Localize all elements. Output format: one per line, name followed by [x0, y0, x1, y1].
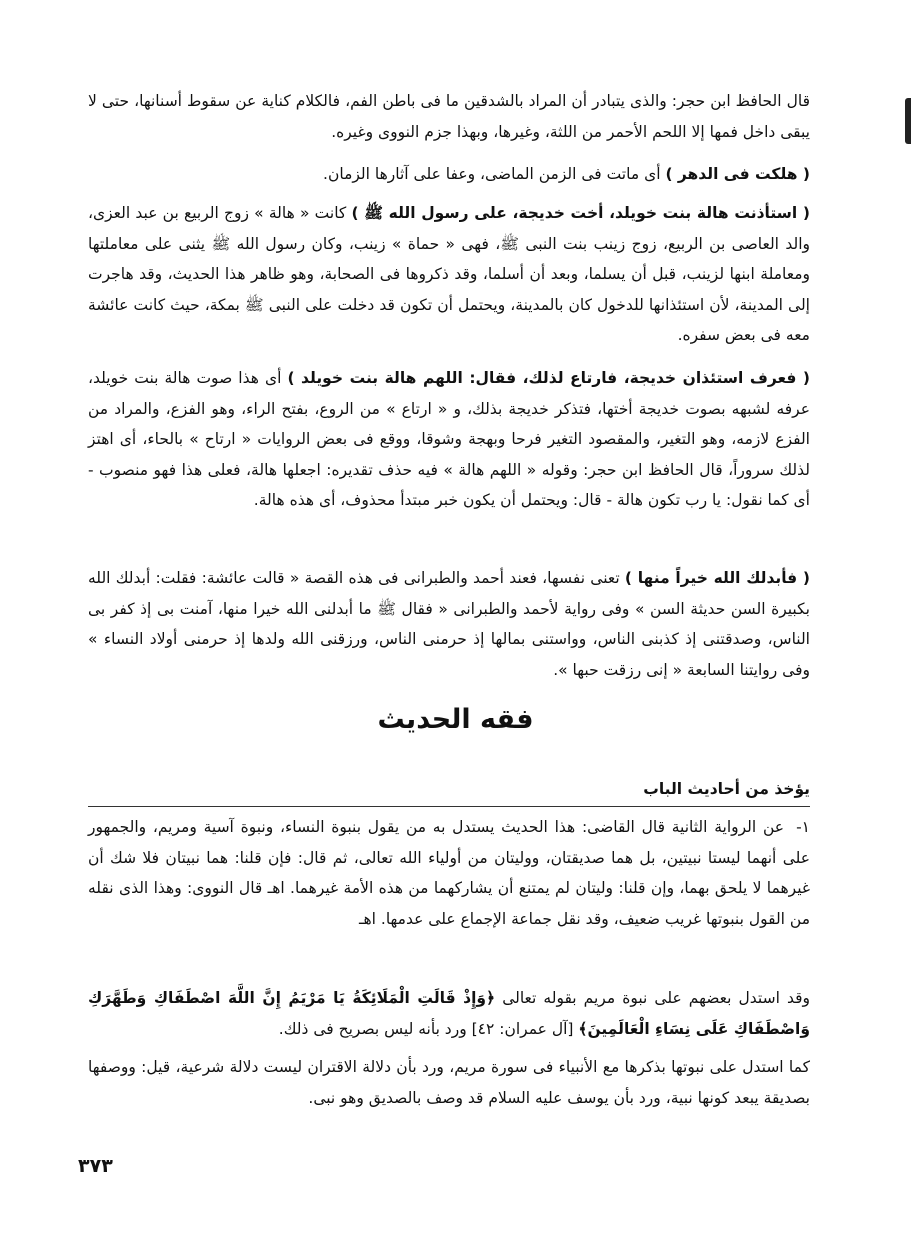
divider: [88, 806, 810, 807]
paragraph-last: [88, 1052, 810, 1113]
item-number: ١-: [796, 818, 810, 836]
paragraph-halakat: [88, 159, 810, 190]
hadith-phrase: ( استأذنت هالة بنت خويلد، أخت خديجة، على رسول الله ﷺ ): [351, 204, 810, 222]
explanation-text: أى هذا صوت هالة بنت خويلد، عرفه لشبهه بصوت خديجة أختها، فتذكر خديجة بذلك، و « ارتاع » من الروع، بفتح الراء، وهو الفزع، والمراد من الفزع لازمه، وهو التغير، والمقصود التغير فرحا وبهجة وشوقا، ووقع فى بعض الروايات « ارتاح » بالحاء، أى اهتز لذلك سروراً، قال الحافظ ابن حجر: وقوله « اللهم هالة » فيه حذف تقديره: اجعلها هالة، فعلى هذا فهو منصوب - أى كما نقول: يا رب تكون هالة - قال: ويحتمل أن يكون خبر مبتدأ محذوف، أى هذه هالة.: [88, 369, 810, 509]
quran-reference: [آل عمران: ٤٢] ورد بأنه ليس بصريح فى ذلك.: [278, 1019, 579, 1038]
sub-heading: يؤخذ من أحاديث الباب: [643, 780, 810, 798]
hadith-phrase: ( هلكت فى الدهر ): [665, 165, 810, 183]
paragraph-shidqain: [88, 86, 810, 147]
quran-intro: وقد استدل بعضهم على نبوة مريم بقوله تعالى: [495, 989, 810, 1007]
paragraph-istadhanat: [88, 198, 810, 351]
scan-edge-mark: [905, 98, 911, 144]
explanation-text: كانت « هالة » زوج الربيع بن عبد العزى، والد العاصى بن الربيع، زوج زينب بنت النبى ﷺ، فهى « حماة » زينب، وكان رسول الله ﷺ يثنى على معاملتها ومعاملة ابنها لزينب، قبل أن يسلما، وبعد أن أسلما، وقد ذكروها فى الصحابة، وهو ظاهر هذا الحديث، وقد هاجرت إلى المدينة، لأن استئذانها للدخول كان بالمدينة، ويحتمل أن تكون قد دخلت على النبى ﷺ بمكة، حيث كانت عائشة معه فى بعض سفره.: [88, 204, 810, 344]
paragraph-quran: [88, 983, 810, 1044]
explanation-text: تعنى نفسها، فعند أحمد والطبرانى فى هذه القصة « قالت عائشة: فقلت: أبدلك الله بكبيرة السن حديثة السن » وفى رواية لأحمد والطبرانى « فقال ﷺ ما أبدلنى الله خيرا منها، آمنت بى إذ كفر بى الناس، وصدقتنى إذ كذبنى الناس، وواستنى بمالها إذ حرمنى الناس، ورزقنى الله ولدها إذ حرمنى أولاد النساء » وفى روايتنا السابعة « إنى رزقت حبها ».: [88, 569, 810, 679]
section-heading: فقه الحديث: [377, 704, 534, 735]
paragraph-irtaa: [88, 363, 810, 516]
paragraph-abdalak: [88, 563, 810, 685]
quran-verse: ﴿وَإِذْ قَالَتِ الْمَلَائِكَةُ يَا مَرْيَمُ إِنَّ اللَّهَ اصْطَفَاكِ وَطَهَّرَكِ وَاصْطَفَاكِ عَلَى نِسَاءِ الْعَالَمِينَ﴾: [88, 989, 810, 1038]
numbered-item-1: [88, 812, 810, 934]
paragraph-text: قال الحافظ ابن حجر: والذى يتبادر أن المراد بالشدقين ما فى باطن الفم، فالكلام كناية عن سقوط أسنانها، حتى لا يبقى داخل فمها إلا اللحم الأحمر من اللثة، وغيرها، وبهذا جزم النووى وغيره.: [88, 92, 810, 141]
hadith-phrase: ( فأبدلك الله خيراً منها ): [624, 569, 810, 587]
explanation-text: أى ماتت فى الزمن الماضى، وعفا على آثارها الزمان.: [323, 165, 666, 183]
item-body: عن الرواية الثانية قال القاضى: هذا الحديث يستدل به من يقول بنبوة النساء، ونبوة آسية ومريم، والجمهور على أنهما ليستا نبيتين، بل هما صديقتان، ووليتان من أولياء الله تعالى، ثم قال: فإن قلنا: هما نبيتان فلا شك أن غيرهما لا يلحق بهما، وإن قلنا: وليتان لم يمتنع أن يشاركهما من هذه الأمة غيرهما. اهـ قال النووى: وهذا الذى نقله من القول بنبوتها غريب ضعيف، وقد نقل جماعة الإجماع على عدمها. اهـ: [88, 818, 810, 928]
paragraph-text: كما استدل على نبوتها بذكرها مع الأنبياء فى سورة مريم، ورد بأن دلالة الاقتران ليست دلالة شرعية، قيل: ووصفها بصديقة يبعد كونها نبية، ورد بأن يوسف عليه السلام قد وصف بالصديق وهو نبى.: [88, 1058, 810, 1107]
hadith-phrase: ( فعرف استئذان خديجة، فارتاع لذلك، فقال: اللهم هالة بنت خويلد ): [287, 369, 810, 387]
page-number: ٣٧٣: [78, 1155, 113, 1177]
